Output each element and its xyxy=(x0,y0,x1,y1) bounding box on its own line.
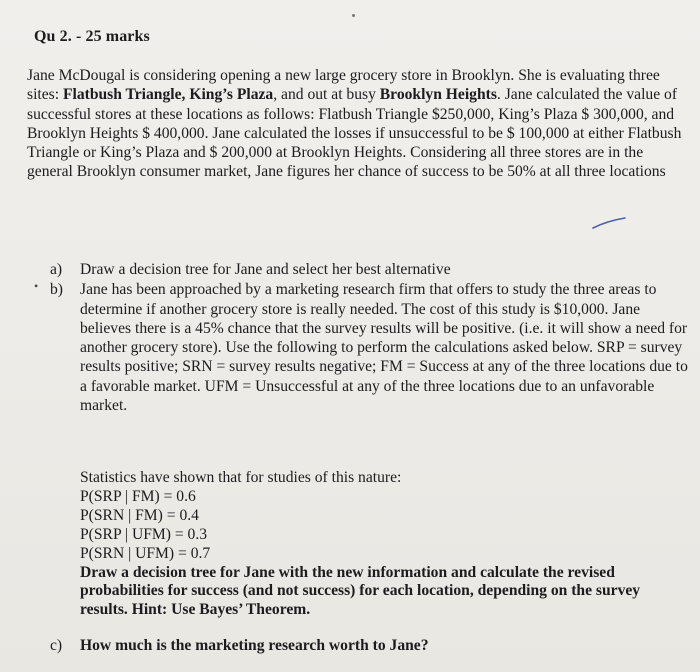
stats-intro: Statistics have shown that for studies of this nature: xyxy=(80,469,402,486)
part-b xyxy=(50,280,690,415)
stats-instruction: Draw a decision tree for Jane with the new information and calculate the revised probabilities for success (and not success) for each location, depending on the survey results. Hint: Use Bayes’ Theorem. xyxy=(80,563,641,619)
intro-text-3: , and out at busy xyxy=(273,86,380,104)
part-c-text: How much is the marketing research worth to Jane? xyxy=(80,637,429,654)
stat-line: P(SRN | UFM) = 0.7 xyxy=(80,544,211,562)
stat-line: P(SRP | FM) = 0.6 xyxy=(80,487,196,505)
stat-line: P(SRN | FM) = 0.4 xyxy=(80,506,199,524)
part-c-wrapper xyxy=(50,636,690,655)
stat-line: P(SRP | UFM) = 0.3 xyxy=(80,525,208,543)
question-parts xyxy=(50,260,690,415)
question-intro xyxy=(27,66,687,182)
part-a xyxy=(50,260,690,279)
question-heading: Qu 2. - 25 marks xyxy=(34,28,150,45)
part-b-label: b) xyxy=(50,281,63,299)
part-c xyxy=(50,636,690,655)
paper-speck xyxy=(352,14,355,17)
part-a-label: a) xyxy=(50,261,63,278)
pen-underline-icon xyxy=(591,216,627,232)
site-kings-plaza: King’s Plaza xyxy=(189,86,274,104)
part-a-text: Draw a decision tree for Jane and select her best alternative xyxy=(80,261,451,278)
intro-text-4: . Jane calculated the value of successful stores at these locations as follows: Flatbush Triangle $250,000, King’s Plaza $ 300,000, and Brooklyn Heights $ 400,000. Jane calculated the losses if unsuccessful to be $ 100,000 at either Flatbush Triangle or King’s Plaza and $ 200,000 at Brooklyn Heights. Considering all three stores are in the general Brooklyn consumer market, Jane figures her chance of success to be 50% at all three locations xyxy=(27,86,682,181)
stray-dot: • xyxy=(34,279,39,293)
part-c-label: c) xyxy=(50,637,63,654)
statistics-block xyxy=(80,469,680,620)
part-b-text: Jane has been approached by a marketing research firm that offers to study the three areas to determine if another grocery store is really needed. The cost of this study is $10,000. Jane believes there is a 45% chance that the survey results will be positive. (i.e. it will show a need for another grocery store). Use the following to perform the calculations asked below. SRP = survey results positive; SRN = survey results negative; FM = Success at any of the three locations due to a favorable market. UFM = Unsuccessful at any of the three locations due to an unfavorable market. xyxy=(80,281,688,415)
site-flatbush: Flatbush Triangle, xyxy=(62,86,186,104)
intro-text-1: Jane McDougal is considering opening a new large grocery store in Brooklyn. She is evaluating three sites: xyxy=(27,67,660,104)
site-brooklyn-heights: Brooklyn Heights xyxy=(379,86,497,104)
